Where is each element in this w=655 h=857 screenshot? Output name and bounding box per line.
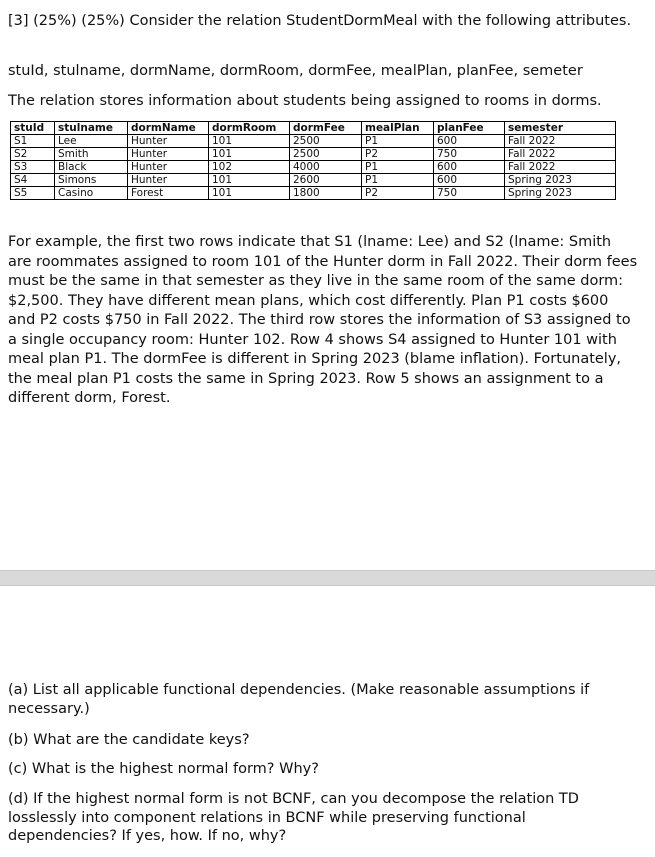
part-b: (b) What are the candidate keys? xyxy=(8,732,250,748)
table-cell: 750 xyxy=(434,148,505,161)
part-c: (c) What is the highest normal form? Why? xyxy=(8,761,319,777)
table-cell: 102 xyxy=(209,161,290,174)
table-cell: S2 xyxy=(11,148,55,161)
table-cell: S1 xyxy=(11,135,55,148)
table-cell: Spring 2023 xyxy=(505,187,616,200)
table-cell: P1 xyxy=(362,174,434,187)
table-row xyxy=(11,174,616,187)
table-cell: Hunter xyxy=(128,148,209,161)
header-stulname: stulname xyxy=(55,122,128,135)
table-cell: Smith xyxy=(55,148,128,161)
header-planfee: planFee xyxy=(434,122,505,135)
relation-intro: The relation stores information about students being assigned to rooms in dorms. xyxy=(8,93,602,109)
table-cell: S3 xyxy=(11,161,55,174)
page-divider xyxy=(0,570,655,586)
table-cell: 600 xyxy=(434,174,505,187)
table-cell: Fall 2022 xyxy=(505,135,616,148)
question-title: [3] (25%) (25%) Consider the relation StudentDormMeal with the following attributes. xyxy=(8,13,632,29)
table-cell: Simons xyxy=(55,174,128,187)
table-cell: P2 xyxy=(362,148,434,161)
table-cell: Hunter xyxy=(128,174,209,187)
part-a: (a) List all applicable functional dependencies. (Make reasonable assumptions if necessary.) xyxy=(8,682,590,717)
header-dormroom: dormRoom xyxy=(209,122,290,135)
table-cell: Lee xyxy=(55,135,128,148)
table-cell: 1800 xyxy=(290,187,362,200)
table-cell: 4000 xyxy=(290,161,362,174)
header-dormfee: dormFee xyxy=(290,122,362,135)
attributes-line: stuId, stulname, dormName, dormRoom, dormFee, mealPlan, planFee, semeter xyxy=(8,63,583,79)
table-cell: Forest xyxy=(128,187,209,200)
table-cell: P1 xyxy=(362,135,434,148)
table-cell: Hunter xyxy=(128,161,209,174)
table-cell: 750 xyxy=(434,187,505,200)
table-row xyxy=(11,135,616,148)
table-cell: Black xyxy=(55,161,128,174)
table-cell: 2500 xyxy=(290,135,362,148)
table-cell: 2600 xyxy=(290,174,362,187)
table-cell: 101 xyxy=(209,174,290,187)
table-row xyxy=(11,187,616,200)
example-explanation: For example, the first two rows indicate that S1 (lname: Lee) and S2 (lname: Smith are roommates assigned to room 101 of the Hunter dorm in Fall 2022. Their dorm fees must be the same in that semester as they live in the same room of the same dorm: $2,500. They have different mean plans, which cost differently. Plan P1 costs $600 and P2 costs $750 in Fall 2022. The third row stores the information of S3 assigned to a single occupancy room: Hunter 102. Row 4 shows S4 assigned to Hunter 101 with meal plan P1. The dormFee is different in Spring 2023 (blame inflation). Fortunately, the meal plan P1 costs the same in Spring 2023. Row 5 shows an assignment to a different dorm, Forest. xyxy=(8,234,638,406)
table-cell: S5 xyxy=(11,187,55,200)
table-header-row xyxy=(11,122,616,135)
relation-table xyxy=(10,121,616,200)
table-cell: 101 xyxy=(209,187,290,200)
table-cell: Hunter xyxy=(128,135,209,148)
header-stuid: stuId xyxy=(11,122,55,135)
table-cell: 600 xyxy=(434,135,505,148)
table-cell: 101 xyxy=(209,148,290,161)
table-cell: 2500 xyxy=(290,148,362,161)
part-d: (d) If the highest normal form is not BCNF, can you decompose the relation TD losslessly into component relations in BCNF while preserving functional dependencies? If yes, how. If no, why? xyxy=(8,791,579,844)
table-cell: Casino xyxy=(55,187,128,200)
table-cell: 101 xyxy=(209,135,290,148)
header-mealplan: mealPlan xyxy=(362,122,434,135)
table-cell: P2 xyxy=(362,187,434,200)
header-semester: semester xyxy=(505,122,616,135)
table-row xyxy=(11,148,616,161)
table-cell: Fall 2022 xyxy=(505,161,616,174)
table-row xyxy=(11,161,616,174)
table-cell: 600 xyxy=(434,161,505,174)
table-cell: Fall 2022 xyxy=(505,148,616,161)
header-dormname: dormName xyxy=(128,122,209,135)
table-cell: Spring 2023 xyxy=(505,174,616,187)
table-cell: P1 xyxy=(362,161,434,174)
table-cell: S4 xyxy=(11,174,55,187)
